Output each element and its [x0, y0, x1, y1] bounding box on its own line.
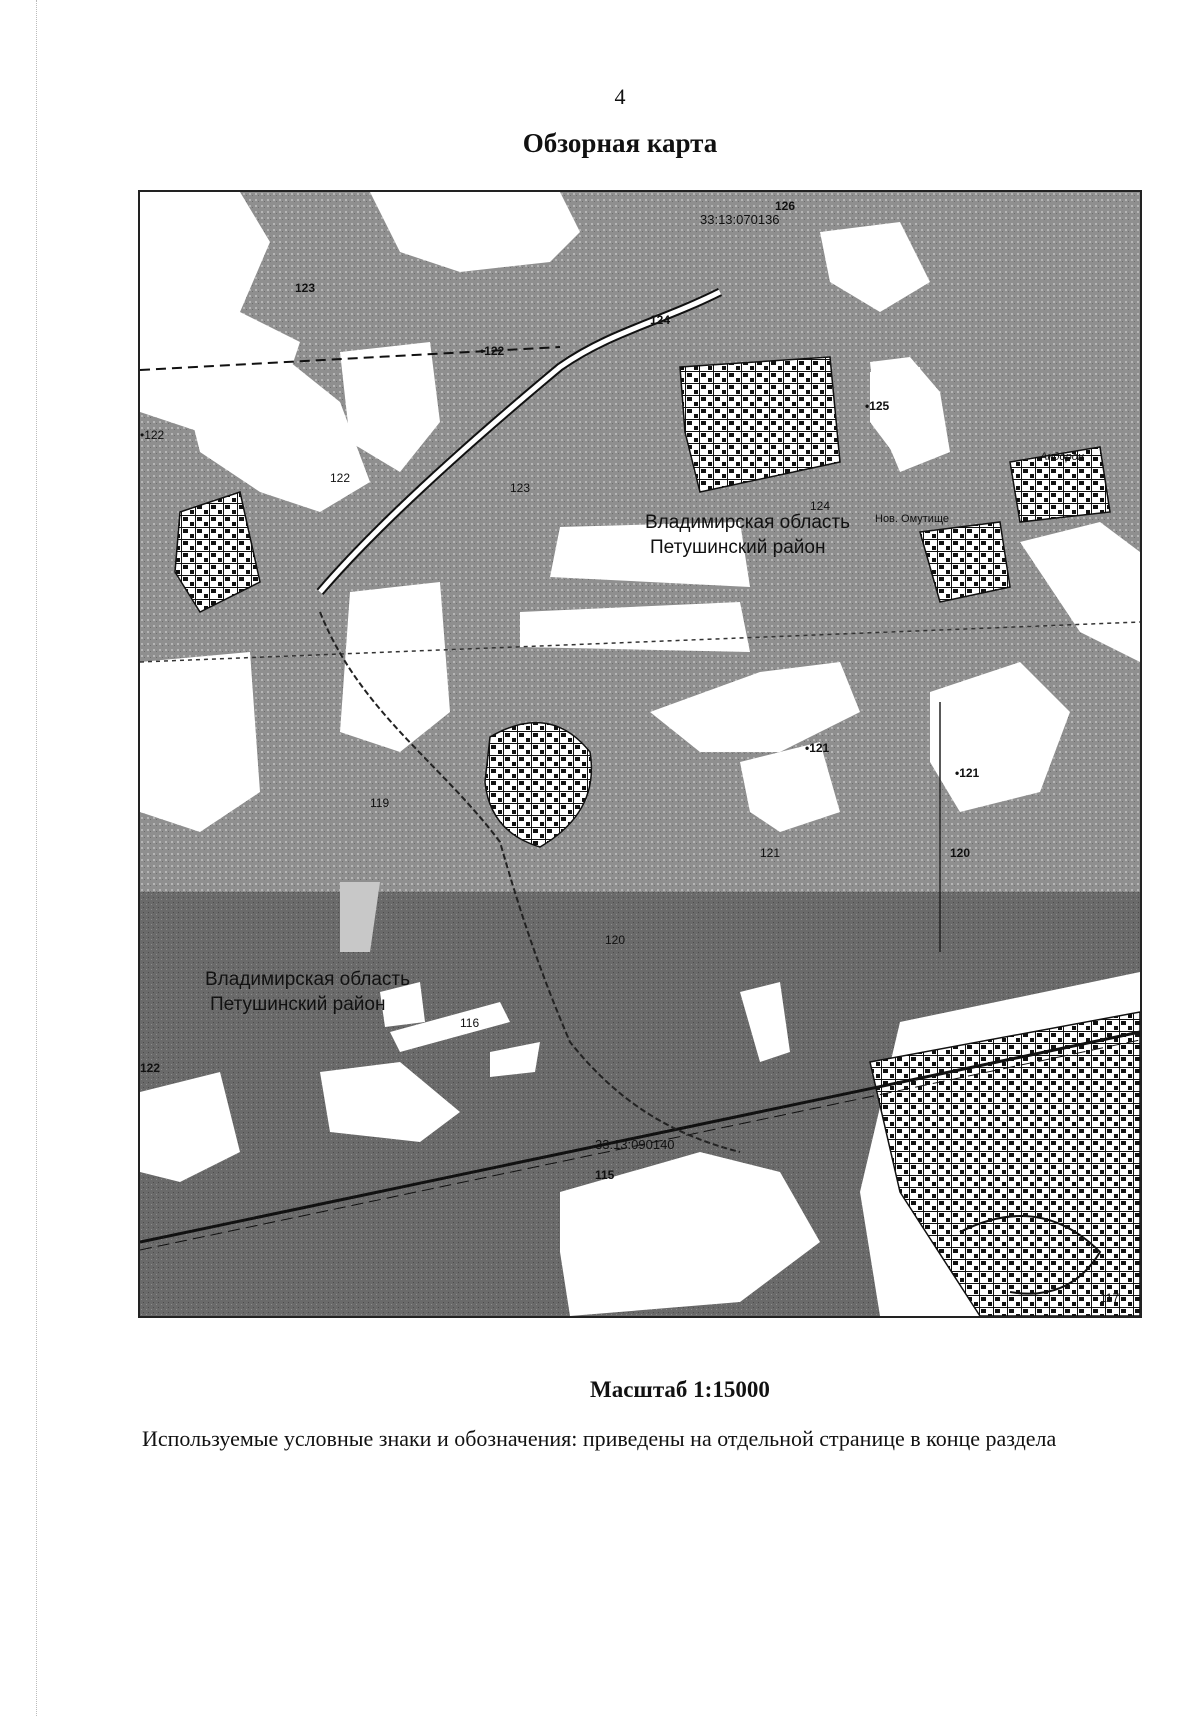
- page-title: Обзорная карта: [522, 128, 718, 158]
- elevation-label: •122: [140, 428, 165, 442]
- map-scale: Масштаб 1:15000: [590, 1377, 770, 1402]
- page-margin-line: [36, 0, 37, 1716]
- elevation-label: 115: [595, 1168, 615, 1182]
- elevation-label: 120: [950, 846, 971, 860]
- elevation-label: 122: [330, 471, 351, 485]
- region-label-top-line1: Владимирская область: [645, 512, 850, 533]
- region-label-bottom-line2: Петушинский район: [210, 994, 386, 1015]
- elevation-label: 124: [650, 313, 671, 327]
- elevation-label: •125: [865, 399, 890, 413]
- elevation-label: •122: [480, 344, 505, 358]
- elevation-label: 120: [605, 933, 626, 947]
- elevation-label: 121: [760, 846, 781, 860]
- elevation-label: 116: [460, 1016, 480, 1030]
- region-label-top-line2: Петушинский район: [650, 537, 826, 558]
- cadastral-quarter-label: 33:13:070136: [700, 212, 780, 227]
- legend-note: Используемые условные знаки и обозначения: приведены на отдельной странице в конце раздела: [142, 1426, 1057, 1451]
- elevation-label: 117: [1100, 1291, 1120, 1305]
- settlement-label: Нов. Омутище: [875, 513, 949, 525]
- elevation-label: 119: [370, 796, 390, 810]
- page-number: 4: [614, 84, 626, 109]
- elevation-label: 124: [810, 499, 831, 513]
- elevation-label: 122: [140, 1061, 161, 1075]
- settlement-label: Андорон: [1040, 451, 1084, 463]
- elevation-label: 123: [510, 481, 531, 495]
- elevation-label: 123: [295, 281, 316, 295]
- map-canvas: [140, 192, 1140, 1316]
- elevation-label: •121: [955, 766, 980, 780]
- overview-map: [138, 190, 1142, 1318]
- region-label-bottom-line1: Владимирская область: [205, 969, 410, 990]
- elevation-label: 126: [775, 199, 796, 213]
- cadastral-quarter-label: 33:13:090140: [595, 1137, 675, 1152]
- elevation-label: •121: [805, 741, 830, 755]
